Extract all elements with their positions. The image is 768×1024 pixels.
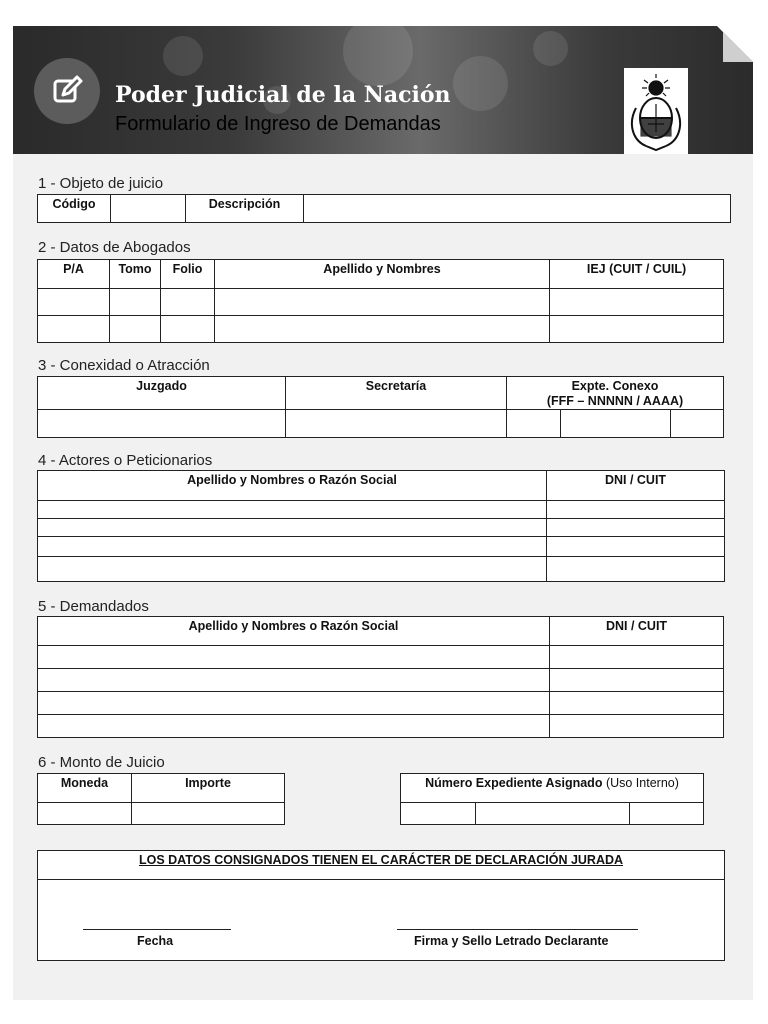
table-cell[interactable] — [547, 501, 725, 519]
table-cell[interactable] — [161, 289, 215, 316]
table-cell[interactable] — [38, 669, 550, 692]
table-cell[interactable] — [110, 316, 161, 343]
table-cell[interactable] — [547, 519, 725, 537]
edit-icon — [34, 58, 100, 124]
firma-label: Firma y Sello Letrado Declarante — [414, 934, 609, 948]
expte-conexo-label — [507, 377, 724, 410]
bokeh-decoration — [453, 56, 508, 111]
conexidad-table — [37, 376, 724, 438]
page-title: Poder Judicial de la Nación — [115, 82, 451, 108]
page-subtitle: Formulario de Ingreso de Demandas — [115, 113, 441, 135]
column-header: Apellido y Nombres o Razón Social — [38, 617, 550, 646]
juzgado-label: Juzgado — [38, 377, 286, 410]
demandados-table — [37, 616, 724, 738]
column-header: Apellido y Nombres o Razón Social — [38, 471, 547, 501]
bokeh-decoration — [163, 36, 203, 76]
table-cell[interactable] — [550, 316, 724, 343]
codigo-field[interactable] — [111, 195, 186, 223]
bokeh-decoration — [343, 26, 413, 86]
section5-title: 5 - Demandados — [38, 598, 149, 615]
table-cell[interactable] — [547, 537, 725, 557]
table-cell[interactable] — [550, 692, 724, 715]
secretaria-label: Secretaría — [286, 377, 507, 410]
column-header: IEJ (CUIT / CUIL) — [550, 260, 724, 289]
column-header: DNI / CUIT — [547, 471, 725, 501]
expte-aaaa-field[interactable] — [671, 410, 724, 438]
section3-title: 3 - Conexidad o Atracción — [38, 357, 210, 374]
importe-label: Importe — [132, 774, 285, 803]
table-cell[interactable] — [550, 646, 724, 669]
expte-conexo-title: Expte. Conexo — [571, 379, 659, 393]
expte-conexo-format: (FFF – NNNNN / AAAA) — [546, 394, 684, 408]
table-cell[interactable] — [38, 646, 550, 669]
actores-table — [37, 470, 725, 582]
page-corner — [717, 26, 753, 62]
table-cell[interactable] — [161, 316, 215, 343]
table-cell[interactable] — [38, 537, 547, 557]
descripcion-field[interactable] — [304, 195, 731, 223]
table-cell[interactable] — [550, 715, 724, 738]
section1-title: 1 - Objeto de juicio — [38, 175, 164, 192]
abogados-table — [37, 259, 724, 343]
expediente-field-3[interactable] — [630, 803, 704, 825]
table-cell[interactable] — [38, 692, 550, 715]
expediente-label: Número Expediente Asignado — [425, 776, 603, 790]
column-header: P/A — [38, 260, 110, 289]
section4-title: 4 - Actores o Peticionarios — [38, 452, 213, 469]
table-cell[interactable] — [550, 289, 724, 316]
moneda-field[interactable] — [38, 803, 132, 825]
table-cell[interactable] — [38, 289, 110, 316]
expte-nnnnn-field[interactable] — [561, 410, 671, 438]
juzgado-field[interactable] — [38, 410, 286, 438]
moneda-label: Moneda — [38, 774, 132, 803]
table-cell[interactable] — [38, 501, 547, 519]
table-cell[interactable] — [550, 669, 724, 692]
importe-field[interactable] — [132, 803, 285, 825]
table-cell[interactable] — [38, 316, 110, 343]
section6-title: 6 - Monto de Juicio — [38, 754, 165, 771]
expediente-field-1[interactable] — [401, 803, 476, 825]
expediente-label-cell — [401, 774, 704, 803]
firma-signature-line[interactable] — [397, 929, 638, 930]
table-cell[interactable] — [38, 715, 550, 738]
fecha-signature-line[interactable] — [83, 929, 231, 930]
objeto-juicio-table — [37, 194, 731, 223]
expediente-note: (Uso Interno) — [605, 776, 679, 790]
fecha-label: Fecha — [137, 934, 174, 948]
column-header: Folio — [161, 260, 215, 289]
table-cell[interactable] — [110, 289, 161, 316]
column-header: Apellido y Nombres — [215, 260, 550, 289]
expediente-field-2[interactable] — [476, 803, 630, 825]
table-cell[interactable] — [215, 316, 550, 343]
column-header: DNI / CUIT — [550, 617, 724, 646]
monto-table — [37, 773, 285, 825]
argentina-coat-of-arms-icon — [624, 68, 688, 154]
column-header: Tomo — [110, 260, 161, 289]
secretaria-field[interactable] — [286, 410, 507, 438]
table-cell[interactable] — [215, 289, 550, 316]
declaration-heading: LOS DATOS CONSIGNADOS TIENEN EL CARÁCTER DE DECLARACIÓN JURADA — [38, 851, 724, 880]
bokeh-decoration — [533, 31, 568, 66]
expte-fff-field[interactable] — [507, 410, 561, 438]
section2-title: 2 - Datos de Abogados — [38, 239, 191, 256]
table-cell[interactable] — [38, 519, 547, 537]
table-cell[interactable] — [547, 557, 725, 582]
descripcion-label: Descripción — [186, 195, 304, 223]
table-cell[interactable] — [38, 557, 547, 582]
expediente-table — [400, 773, 704, 825]
codigo-label: Código — [38, 195, 111, 223]
